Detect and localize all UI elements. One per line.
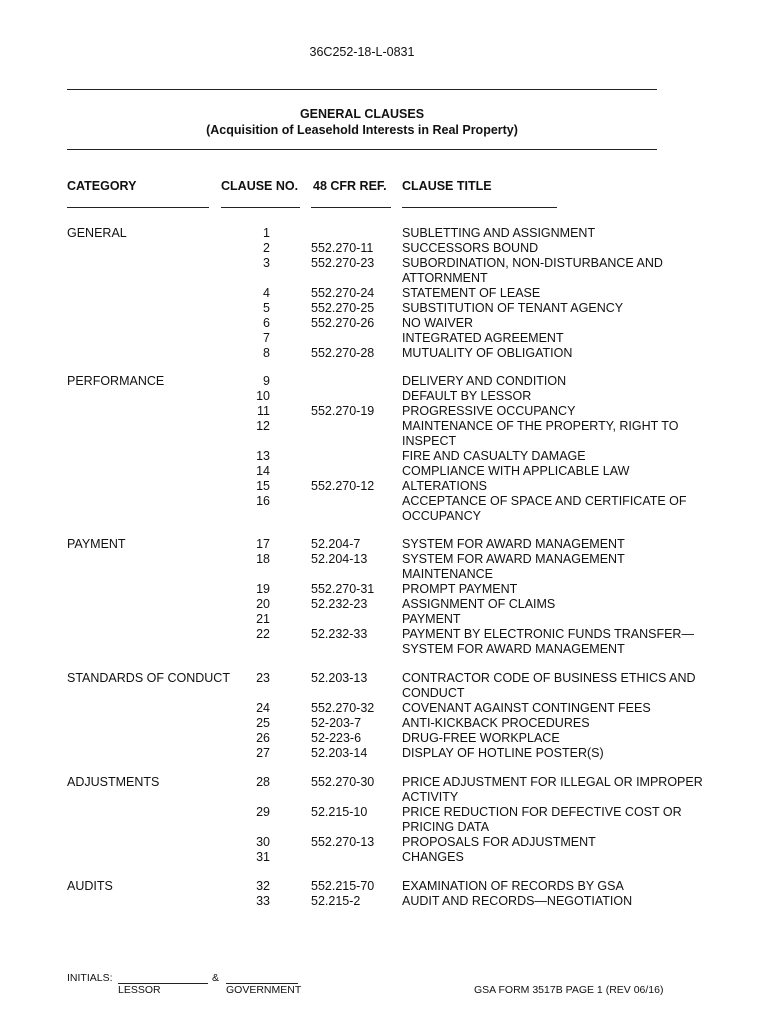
clause-number: 1 [263,226,270,240]
clause-number: 30 [256,835,270,849]
clause-number: 21 [256,612,270,626]
clause-title: SUBORDINATION, NON-DISTURBANCE AND ATTORNMENT [402,256,663,285]
clause-number: 33 [256,894,270,908]
clause-title: DEFAULT BY LESSOR [402,389,532,403]
clause-title: ACCEPTANCE OF SPACE AND CERTIFICATE OF OCCUPANCY [402,494,687,523]
clause-title: SYSTEM FOR AWARD MANAGEMENT MAINTENANCE [402,552,625,581]
cfr-reference: 552.270-11 [311,241,374,255]
clause-title: CHANGES [402,850,464,864]
clause-title: INTEGRATED AGREEMENT [402,331,564,345]
cfr-reference: 52.204-13 [311,552,368,566]
cfr-reference: 552.270-24 [311,286,375,300]
clause-title: PRICE REDUCTION FOR DEFECTIVE COST OR PRICING DATA [402,805,682,834]
initials-label: INITIALS: [67,972,113,984]
cfr-reference: 552.215-70 [311,879,375,893]
clause-title-underline [402,207,557,208]
cfr-reference: 552.270-12 [311,479,375,493]
clause-title: PROGRESSIVE OCCUPANCY [402,404,576,418]
clause-title: STATEMENT OF LEASE [402,286,541,300]
category-label: AUDITS [67,879,113,893]
clause-number: 7 [263,331,270,345]
clause-title: SUBSTITUTION OF TENANT AGENCY [402,301,624,315]
cfr-ref-underline [311,207,391,208]
clause-title: SYSTEM FOR AWARD MANAGEMENT [402,537,625,551]
clause-title: FIRE AND CASUALTY DAMAGE [402,449,586,463]
cfr-reference: 552.270-25 [311,301,375,315]
page-subtitle: (Acquisition of Leasehold Interests in Real Property) [206,123,518,137]
ampersand: & [212,972,220,984]
clause-number: 4 [263,286,270,300]
clause-title: ASSIGNMENT OF CLAIMS [402,597,556,611]
cfr-reference: 52.232-33 [311,627,368,641]
clause-title: NO WAIVER [402,316,474,330]
clause-title: AUDIT AND RECORDS—NEGOTIATION [402,894,633,908]
clause-number: 32 [256,879,270,893]
document-id: 36C252-18-L-0831 [309,45,415,59]
column-header-clause-title: CLAUSE TITLE [402,179,492,193]
column-header-clause-no: CLAUSE NO. [221,179,299,193]
clause-title: SUBLETTING AND ASSIGNMENT [402,226,596,240]
clause-number: 2 [263,241,270,255]
cfr-reference: 552.270-32 [311,701,375,715]
cfr-reference: 552.270-30 [311,775,375,789]
clause-number: 13 [256,449,270,463]
clause-title: PAYMENT [402,612,461,626]
government-label: GOVERNMENT [226,984,302,996]
clause-title: MAINTENANCE OF THE PROPERTY, RIGHT TO INSPECT [402,419,679,448]
category-label: PERFORMANCE [67,374,165,388]
clause-number: 19 [256,582,270,596]
clause-number: 3 [263,256,270,270]
clause-title: PROMPT PAYMENT [402,582,518,596]
clause-number: 5 [263,301,270,315]
cfr-reference: 52.203-13 [311,671,368,685]
cfr-reference: 52.215-2 [311,894,361,908]
cfr-reference: 52.232-23 [311,597,368,611]
clause-title: SUCCESSORS BOUND [402,241,539,255]
clause-number: 31 [256,850,270,864]
clause-number: 28 [256,775,270,789]
page-title: GENERAL CLAUSES [299,107,425,121]
lessor-label: LESSOR [118,984,161,996]
clause-number: 25 [256,716,270,730]
category-label: GENERAL [67,226,127,240]
clause-title: PRICE ADJUSTMENT FOR ILLEGAL OR IMPROPER ACTIVITY [402,775,703,804]
clause-number: 10 [256,389,270,403]
clause-title: COVENANT AGAINST CONTINGENT FEES [402,701,651,715]
category-label: STANDARDS OF CONDUCT [67,671,230,685]
clause-title: MUTUALITY OF OBLIGATION [402,346,573,360]
clause-title: COMPLIANCE WITH APPLICABLE LAW [402,464,630,478]
clause-number: 6 [263,316,270,330]
clause-number: 9 [263,374,270,388]
clause-number: 15 [256,479,270,493]
cfr-reference: 52.204-7 [311,537,361,551]
clause-number: 27 [256,746,270,760]
category-underline [67,207,209,208]
clause-number: 26 [256,731,270,745]
clause-title: DRUG-FREE WORKPLACE [402,731,560,745]
clause-title: CONTRACTOR CODE OF BUSINESS ETHICS AND CONDUCT [402,671,696,700]
top-rule [67,89,657,90]
clause-number: 8 [263,346,270,360]
cfr-reference: 552.270-28 [311,346,375,360]
cfr-reference: 552.270-23 [311,256,375,270]
cfr-reference: 552.270-31 [311,582,375,596]
clause-number: 24 [256,701,270,715]
clause-number: 14 [256,464,270,478]
cfr-reference: 552.270-13 [311,835,375,849]
clause-number: 16 [256,494,270,508]
clause-number: 23 [256,671,270,685]
clause-no-underline [221,207,300,208]
cfr-reference: 552.270-26 [311,316,375,330]
cfr-reference: 52.215-10 [311,805,368,819]
column-header-category: CATEGORY [67,179,137,193]
clause-number: 29 [256,805,270,819]
form-number: GSA FORM 3517B PAGE 1 (REV 06/16) [474,984,664,996]
clause-title: DISPLAY OF HOTLINE POSTER(S) [402,746,604,760]
clause-number: 18 [256,552,270,566]
cfr-reference: 52-203-7 [311,716,362,730]
title-bottom-rule [67,149,657,150]
column-header-cfr-ref: 48 CFR REF. [313,179,387,193]
category-label: ADJUSTMENTS [67,775,160,789]
cfr-reference: 52-223-6 [311,731,362,745]
clause-title: PROPOSALS FOR ADJUSTMENT [402,835,596,849]
clause-number: 17 [256,537,270,551]
clause-number: 11 [257,404,270,418]
clause-title: ANTI-KICKBACK PROCEDURES [402,716,590,730]
clause-title: EXAMINATION OF RECORDS BY GSA [402,879,624,893]
clause-number: 12 [256,419,270,433]
clause-number: 22 [256,627,270,641]
category-label: PAYMENT [67,537,126,551]
cfr-reference: 52.203-14 [311,746,368,760]
clause-number: 20 [256,597,270,611]
clause-title: PAYMENT BY ELECTRONIC FUNDS TRANSFER—SYSTEM FOR AWARD MANAGEMENT [402,627,694,656]
clause-title: ALTERATIONS [402,479,487,493]
cfr-reference: 552.270-19 [311,404,375,418]
clause-title: DELIVERY AND CONDITION [402,374,567,388]
